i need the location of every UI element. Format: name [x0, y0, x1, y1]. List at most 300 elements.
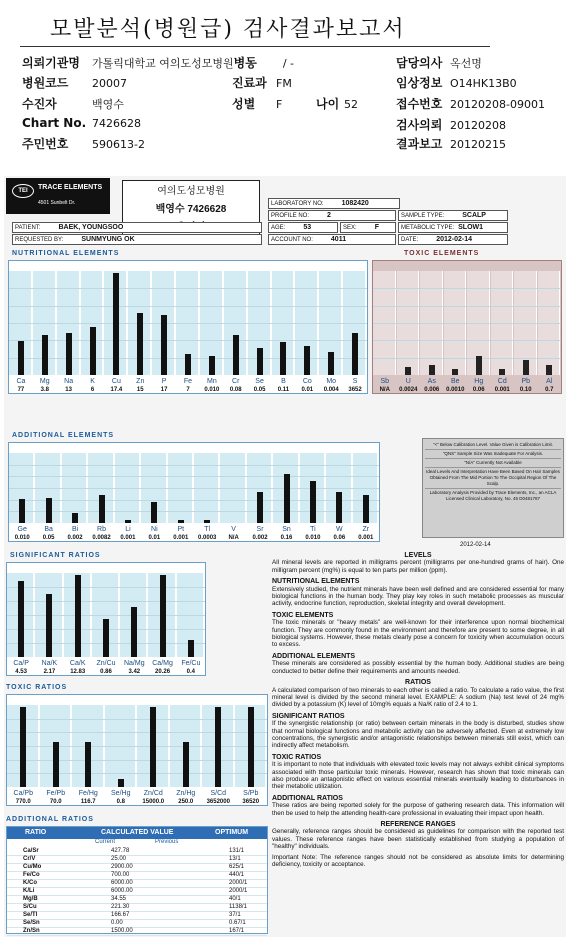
bar-u — [405, 367, 411, 375]
additional-title: ADDITIONAL ELEMENTS — [12, 432, 115, 439]
logo-address: 4501 Sunbelt Dr. — [38, 200, 76, 206]
header-request-date — [396, 116, 506, 133]
value-s-cd: 3652000 — [206, 799, 230, 805]
request-date: 20120208 — [450, 119, 506, 132]
label-as: As — [427, 378, 436, 385]
bar-al — [546, 365, 552, 375]
field-account-label: ACCOUNT NO: — [271, 237, 313, 243]
bar-ca-p — [18, 581, 24, 657]
grid-line — [373, 323, 561, 324]
report-date-field: 2012-02-14 — [436, 236, 473, 243]
label-zn: Zn — [136, 378, 145, 385]
grid-line — [7, 615, 205, 616]
bar-li — [125, 520, 131, 524]
toxr-text: It is important to note that individuals with elevated toxic levels may not always exhibit clinical symptoms associated with those particular toxic minerals. However, research has shown that toxic minerals can also produce an antagonistic effect on various essential minerals eventually leading to disturbances in their metabolic utilization. — [272, 761, 564, 791]
header-row-5 — [22, 135, 145, 152]
grid-line — [373, 306, 561, 307]
ratio-name: Mg/B — [23, 896, 38, 902]
bar-as — [429, 365, 435, 375]
field-account — [268, 234, 396, 245]
explanation-text — [272, 548, 564, 868]
label-ward: 병동 — [233, 56, 257, 70]
ratio-row — [7, 896, 267, 904]
toxic-title: TOXIC ELEMENTS — [404, 250, 480, 257]
bar-fe-pb — [53, 742, 59, 787]
additional-ratios-table — [6, 826, 268, 934]
ratio-name: Se/Sn — [23, 920, 40, 926]
label-na: Na — [64, 378, 74, 385]
report-title: 모발분석(병원급) 검사결과보고서 — [50, 17, 406, 42]
receipt-no: 20120208-09001 — [450, 98, 545, 111]
label-na-k: Na/K — [41, 660, 58, 667]
label-ni: Ni — [151, 526, 158, 533]
label-zn-hg: Zn/Hg — [176, 790, 196, 797]
label-rb: Rb — [97, 526, 106, 533]
ratio-name: K/Li — [23, 888, 35, 894]
value-b: 0.11 — [277, 387, 290, 393]
hair-analysis-report — [4, 176, 566, 937]
grid-line — [7, 746, 267, 747]
ratio-row — [7, 920, 267, 928]
grid-line — [7, 760, 267, 761]
clinical-info: O14HK13B0 — [450, 77, 517, 90]
profile-no: 2 — [327, 212, 331, 219]
value-ge: 0.010 — [14, 535, 30, 541]
label-hospital-code: 병원코드 — [22, 76, 69, 90]
grid-line — [9, 500, 379, 501]
ratio-optimum: 625/1 — [229, 864, 245, 870]
header-row-1 — [22, 54, 294, 71]
logo-name: TRACE ELEMENTS — [38, 184, 103, 191]
header-doctor — [396, 54, 482, 71]
doctor-name: 옥선명 — [450, 57, 482, 70]
bar-zn-cu — [103, 619, 109, 657]
bar-na-mg — [131, 607, 137, 657]
addr-text: These ratios are being reported solely for the purpose of gathering research data. This information will then be used to help the attending health-care professional in evaluating their impact upon health. — [272, 802, 564, 817]
value-fe: 7 — [186, 387, 190, 393]
ratio-row — [7, 928, 267, 936]
sample-type: SCALP — [462, 212, 486, 219]
header-row-4 — [22, 116, 141, 130]
grid-line — [7, 601, 205, 602]
label-sr: Sr — [256, 526, 264, 533]
bar-mn — [209, 356, 215, 375]
toxr-heading: TOXIC RATIOS — [272, 753, 322, 761]
bar-fe-cu — [188, 640, 194, 657]
label-clinical-info: 임상정보 — [396, 76, 443, 90]
stamp-patient: 백영수 7426628 — [155, 204, 227, 215]
add-heading: ADDITIONAL ELEMENTS — [272, 652, 356, 660]
department-value: FM — [276, 77, 292, 90]
sig-heading: SIGNIFICANT RATIOS — [272, 712, 345, 720]
ratio-name: Fe/Co — [23, 872, 40, 878]
bar-cu — [113, 273, 119, 375]
value-tl: 0.0003 — [198, 535, 217, 541]
grid-line — [9, 323, 367, 324]
ratio-optimum: 37/1 — [229, 912, 241, 918]
label-ti: Ti — [310, 526, 316, 533]
legend-note-2: "QNS" Sample Size Was Inadequate For Analysis. — [425, 450, 561, 459]
nutritional-title: NUTRITIONAL ELEMENTS — [12, 250, 120, 257]
field-age-label: AGE: — [271, 225, 286, 231]
value-sn: 0.16 — [280, 535, 293, 541]
value-as: 0.006 — [424, 387, 440, 393]
bar-sr — [257, 492, 263, 524]
label-ca: Ca — [16, 378, 26, 385]
value-cr: 0.08 — [229, 387, 242, 393]
label-zr: Zr — [362, 526, 370, 533]
ratio-row — [7, 856, 267, 864]
grid-line — [9, 340, 367, 341]
col-calculated: CALCULATED VALUE — [101, 829, 174, 836]
label-resident-no: 주민번호 — [22, 137, 69, 151]
grid-line — [7, 732, 267, 733]
ratio-optimum: 13/1 — [229, 856, 241, 862]
label-ca-p: Ca/P — [13, 660, 29, 667]
ratio-current: 6000.00 — [111, 888, 133, 894]
label-age: 나이 — [316, 97, 340, 111]
header-clinical — [396, 74, 517, 91]
ratio-optimum: 0.67/1 — [229, 920, 246, 926]
label-ca-pb: Ca/Pb — [13, 790, 33, 797]
label-department: 진료과 — [232, 76, 267, 90]
metabolic-type: SLOW1 — [458, 224, 484, 231]
label-k: K — [90, 378, 95, 385]
bar-na-k — [46, 594, 52, 657]
ratio-name: Ca/Sr — [23, 848, 39, 854]
ratio-optimum: 131/1 — [229, 848, 245, 854]
bar-p — [161, 315, 167, 375]
grid-line — [9, 511, 379, 512]
bar-se-hg — [118, 779, 124, 787]
label-tl: Tl — [204, 526, 211, 533]
bar-ca-pb — [20, 707, 26, 787]
legend-note-1: "<" Below Calibration Level. Value Given is Calibration Limit. — [425, 441, 561, 450]
bar-fe — [185, 354, 191, 375]
value-na: 13 — [65, 387, 72, 393]
label-receipt-no: 접수번호 — [396, 97, 443, 111]
value-cu: 17.4 — [110, 387, 123, 393]
account-no: 4011 — [330, 236, 347, 243]
bar-s — [352, 333, 358, 375]
title-underline — [20, 46, 490, 47]
bar-mo — [328, 352, 334, 375]
grid-line — [373, 358, 561, 359]
label-pt: Pt — [177, 526, 185, 533]
grid-line — [9, 488, 379, 489]
bar-s-pb — [248, 707, 254, 787]
ratios-heading: RATIOS — [405, 679, 431, 687]
label-hg: Hg — [474, 378, 484, 385]
ratio-table-header — [7, 827, 267, 839]
ratio-current: 0.00 — [111, 920, 123, 926]
ratio-name: Cu/Mo — [23, 864, 42, 870]
additional-chart — [8, 442, 380, 542]
header-row-2 — [22, 74, 292, 91]
header-report-date — [396, 135, 506, 152]
ratio-row — [7, 912, 267, 920]
ratio-current: 25.00 — [111, 856, 127, 862]
ratios-text: A calculated comparison of two minerals to each other is called a ratio. To calculate a ratio value, the first mineral level is divided by the second mineral level. EXAMPLE: A sodium (Na) test level of 24 mg% divided by a potassium (K) level of 10mg% equals a Na/K ratio of 2.4 to 1. — [272, 686, 564, 709]
label-fe-pb: Fe/Pb — [46, 790, 66, 797]
levels-text: All mineral levels are reported in milligrams percent (milligrams per one-hundred grams of hair). One milligram percent (mg%) is equal to ten parts per million (ppm). — [272, 559, 564, 574]
field-sex-label: SEX: — [343, 225, 357, 231]
bar-mg — [42, 335, 48, 375]
label-mn: Mn — [206, 378, 217, 385]
value-hg: 0.06 — [472, 387, 485, 393]
field-sex — [340, 222, 396, 233]
value-zn-cd: 15000.0 — [142, 799, 165, 805]
ratio-subheader — [7, 839, 267, 847]
toxic-ratios-title: TOXIC RATIOS — [6, 684, 68, 691]
ratio-row — [7, 864, 267, 872]
ref-heading: REFERENCE RANGES — [380, 821, 456, 828]
value-k: 6 — [90, 387, 95, 393]
label-fe-hg: Fe/Hg — [78, 790, 98, 797]
label-cd: Cd — [497, 378, 507, 385]
value-zn-cu: 0.86 — [100, 669, 112, 675]
stamp-hospital: 여의도성모병원 — [157, 186, 225, 197]
label-ca-mg: Ca/Mg — [152, 660, 173, 667]
bar-fe-hg — [85, 742, 91, 787]
field-sample — [398, 210, 508, 221]
label-ge: Ge — [17, 526, 27, 533]
bar-ca — [18, 341, 24, 375]
patient-name: 백영수 — [92, 98, 124, 111]
value-se: 0.05 — [253, 387, 266, 393]
date-stamp: 2012-02-14 — [460, 542, 491, 548]
value-mn: 0.010 — [204, 387, 220, 393]
label-doctor: 담당의사 — [396, 56, 443, 70]
ratio-name: Se/Tl — [23, 912, 38, 918]
label-se-hg: Se/Hg — [111, 790, 131, 797]
bar-ti — [310, 481, 316, 523]
value-ca-p: 4.53 — [15, 669, 27, 675]
label-fe: Fe — [183, 378, 193, 385]
field-profile-label: PROFILE NO: — [271, 213, 310, 219]
value-be: 0.0010 — [446, 387, 465, 393]
bar-zr — [363, 495, 369, 523]
label-s-cd: S/Cd — [210, 790, 227, 797]
label-patient: 수진자 — [22, 97, 57, 111]
bar-rb — [99, 495, 105, 523]
ratio-name: Cr/V — [23, 856, 36, 862]
ratio-current: 166.67 — [111, 912, 130, 918]
ratio-current: 427.78 — [111, 848, 130, 854]
sig-text: If the synergistic relationship (or ratio) between certain minerals in the body is disturbed, studies show that normal biological functions and metabolic activity can be adversely affected. Even at extremely low concentrations, the synergistic and/or antagonistic relationships between minerals still exist, which can indirectly affect metabolism. — [272, 720, 564, 750]
field-date-label: DATE: — [401, 237, 419, 243]
col-optimum: OPTIMUM — [215, 829, 249, 836]
bar-pb — [523, 360, 529, 375]
field-metabolic-label: METABOLIC TYPE: — [401, 225, 455, 231]
ratio-current: 221.30 — [111, 904, 130, 910]
ratio-row — [7, 904, 267, 912]
levels-heading: LEVELS — [404, 552, 432, 559]
ratio-name: S/Cu — [23, 904, 37, 910]
significant-chart — [6, 562, 206, 676]
bar-ba — [46, 498, 52, 523]
add-text: These minerals are considered as possibly essential by the human body. Additional studies are being conducted to better define their requirements and amounts needed. — [272, 660, 564, 675]
value-v: N/A — [228, 535, 239, 541]
label-p: P — [161, 378, 167, 385]
ratio-row — [7, 872, 267, 880]
value-ti: 0.010 — [305, 535, 321, 541]
field-laboratory — [268, 198, 400, 209]
value-ni: 0.01 — [148, 535, 161, 541]
hospital-code: 20007 — [92, 77, 127, 90]
patient-value: BAEK, YOUNGSOO — [58, 224, 124, 231]
label-cr: Cr — [232, 378, 240, 385]
grid-line — [373, 288, 561, 289]
label-v: V — [231, 526, 236, 533]
label-s-pb: S/Pb — [243, 790, 259, 797]
bar-ca-mg — [160, 575, 166, 657]
ratio-optimum: 2000/1 — [229, 880, 248, 886]
label-ca-k: Ca/K — [69, 660, 86, 667]
value-zr: 0.001 — [358, 535, 374, 541]
label-be: Be — [450, 378, 460, 385]
value-li: 0.001 — [120, 535, 136, 541]
field-age — [268, 222, 338, 233]
toxic-chart — [372, 260, 562, 394]
grid-line — [7, 773, 267, 774]
value-se-hg: 0.8 — [116, 799, 125, 805]
value-pt: 0.001 — [173, 535, 189, 541]
age-value: 52 — [344, 98, 358, 111]
grid-line — [9, 306, 367, 307]
header-row-3 — [22, 95, 358, 112]
value-co: 0.01 — [301, 387, 314, 393]
bar-be — [452, 369, 458, 375]
bar-ca-k — [75, 575, 81, 657]
significant-title: SIGNIFICANT RATIOS — [10, 552, 101, 559]
report-date: 20120215 — [450, 138, 506, 151]
value-mg: 3.8 — [40, 387, 49, 393]
label-li: Li — [125, 526, 131, 533]
value-pb: 0.10 — [519, 387, 532, 393]
institution-name: 가톨릭대학교 여의도성모병원 — [92, 57, 234, 70]
value-al: 0.7 — [545, 387, 554, 393]
value-s-pb: 36520 — [242, 799, 260, 805]
toxic-text: The toxic minerals or "heavy metals" are well-known for their interference upon normal biochemical function. They are commonly found in the environment and therefore are present to some degree, in all biological systems. However, these metals clearly pose a concern for toxicity when accumulation occurs to excess. — [272, 619, 564, 649]
bar-s-cd — [215, 707, 221, 787]
label-sn: Sn — [282, 526, 291, 533]
label-fe-cu: Fe/Cu — [181, 660, 201, 667]
value-w: 0.06 — [333, 535, 346, 541]
legend-notes — [422, 438, 564, 538]
value-p: 17 — [160, 387, 168, 393]
bar-co — [304, 346, 310, 375]
ratio-table-title: ADDITIONAL RATIOS — [6, 816, 94, 823]
ref-text: Generally, reference ranges should be considered as guidelines for comparison with the reported test values. These reference ranges have been statistically established from studying a population of "healthy" individuals. — [272, 828, 564, 851]
field-laboratory-label: LABORATORY NO: — [271, 201, 324, 207]
bar-zn — [137, 313, 143, 375]
laboratory-no: 1082420 — [341, 200, 369, 207]
label-sex: 성별 — [232, 97, 256, 111]
ratio-optimum: 440/1 — [229, 872, 245, 878]
grid-line — [7, 719, 267, 720]
label-pb: Pb — [521, 378, 531, 385]
label-mo: Mo — [326, 378, 337, 385]
nutritional-chart — [8, 260, 368, 394]
ref-note: Important Note: The reference ranges should not be considered as absolute limits for determining deficiency, toxicity or acceptance. — [272, 853, 564, 869]
toxic-heading: TOXIC ELEMENTS — [272, 611, 334, 619]
bar-w — [336, 492, 342, 524]
ward-value: / - — [282, 57, 294, 70]
legend-note-4: Ideal Levels And Interpretation Have Been Based On Hair Samples Obtained From The Mid Portion To The Occipital Region Of The Scalp. — [425, 468, 561, 489]
field-patient — [12, 222, 262, 233]
label-institution: 의뢰기관명 — [22, 56, 80, 70]
label-request-date: 검사의뢰 — [396, 118, 443, 132]
label-zn-cd: Zn/Cd — [143, 790, 163, 797]
value-fe-pb: 70.0 — [49, 799, 62, 805]
legend-note-5: Laboratory Analysis Provided by Trace Elements, Inc., an ACLA Licensed Clinical Laboratory, No. 45 D0481787 — [429, 490, 557, 501]
field-requested — [12, 234, 262, 245]
chart-no: 7426628 — [92, 117, 141, 130]
value-ca: 77 — [17, 387, 25, 393]
value-s: 3652 — [348, 387, 362, 393]
value-sr: 0.002 — [252, 535, 268, 541]
label-chart-no: Chart No. — [22, 116, 87, 130]
value-ca-mg: 20.26 — [155, 669, 171, 675]
ratio-current: 2900.00 — [111, 864, 133, 870]
field-patient-label: PATIENT: — [15, 225, 41, 231]
value-ba: 0.05 — [42, 535, 55, 541]
resident-no: 590613-2 — [92, 138, 145, 151]
value-zn-hg: 250.0 — [178, 799, 194, 805]
ratio-name: K/Co — [23, 880, 37, 886]
grid-line — [9, 288, 367, 289]
header-receipt — [396, 95, 545, 112]
col-ratio: RATIO — [25, 829, 47, 836]
ratio-row — [7, 848, 267, 856]
value-sb: N/A — [379, 387, 390, 393]
nutri-heading: NUTRITIONAL ELEMENTS — [272, 578, 360, 586]
label-al: Al — [546, 378, 553, 385]
grid-line — [9, 465, 379, 466]
ratio-row — [7, 888, 267, 896]
label-na-mg: Na/Mg — [123, 660, 145, 667]
label-s: S — [352, 378, 358, 385]
label-report-date: 결과보고 — [396, 137, 443, 151]
bar-pt — [178, 520, 184, 524]
ratio-optimum: 1138/1 — [229, 904, 247, 910]
bar-bi — [72, 513, 78, 524]
lab-logo — [6, 178, 110, 214]
field-date — [398, 234, 508, 245]
bar-ge — [19, 499, 25, 524]
value-fe-hg: 116.7 — [80, 799, 96, 805]
field-profile — [268, 210, 396, 221]
sex-value: F — [276, 98, 283, 111]
value-bi: 0.002 — [67, 535, 83, 541]
bar-cr — [233, 335, 239, 375]
ratio-name: Zn/Sn — [23, 928, 40, 934]
label-zn-cu: Zn/Cu — [96, 660, 116, 667]
age-report: 53 — [303, 224, 312, 231]
field-requested-label: REQUESTED BY: — [15, 237, 64, 243]
bar-tl — [204, 520, 210, 524]
label-w: W — [336, 526, 343, 533]
bar-zn-hg — [183, 742, 189, 787]
ratio-optimum: 167/1 — [229, 928, 245, 934]
grid-line — [373, 340, 561, 341]
label-se: Se — [255, 378, 264, 385]
legend-note-3: "N/A" Currently Not Available — [425, 459, 561, 468]
col-current: Current — [95, 839, 116, 845]
ratio-optimum: 2000/1 — [229, 888, 248, 894]
value-zn: 15 — [136, 387, 144, 393]
